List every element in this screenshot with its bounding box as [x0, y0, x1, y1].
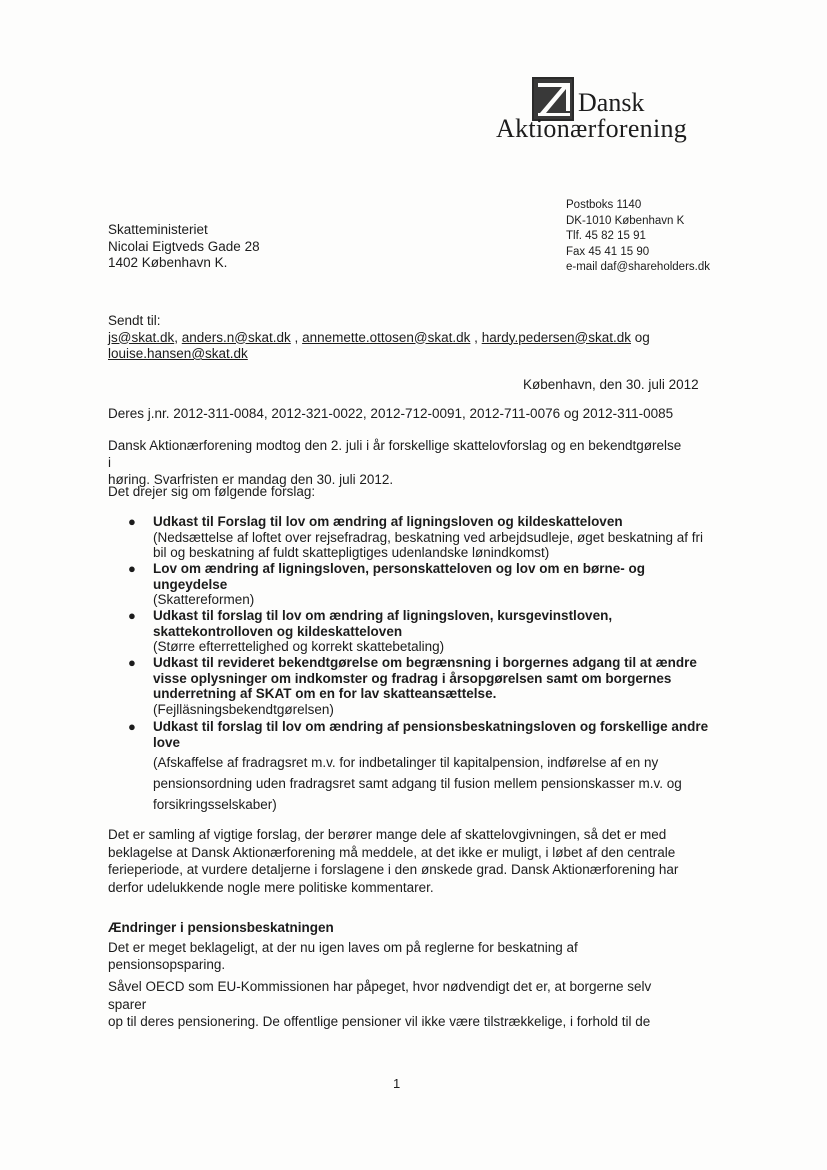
paragraph-line: Det er samling af vigtige forslag, der berører mange dele af skattelovgivningen, så det er med	[108, 827, 667, 842]
proposal-note: (Afskaffelse af fradragsret m.v. for indbetalinger til kapitalpension, indførelse af en ny	[153, 755, 659, 771]
email-link[interactable]: hardy.pedersen@skat.dk	[481, 329, 631, 345]
intro-line: høring. Svarfristen er mandag den 30. juli 2012.	[108, 472, 394, 487]
list-item	[153, 655, 713, 717]
intro-paragraph	[108, 437, 688, 488]
proposal-title: skattekontrolloven og kildeskatteloven	[153, 623, 403, 639]
proposal-title: visse oplysninger om indkomster og fradrag i årsopgørelsen samt om borgernes	[153, 670, 672, 686]
list-intro: Det drejer sig om følgende forslag:	[108, 484, 316, 499]
recipient-line: Skatteministeriet	[108, 222, 208, 237]
email-link[interactable]: js@skat.dk	[108, 329, 175, 345]
proposal-note: (Større efterrettelighed og korrekt skattebetaling)	[153, 639, 445, 655]
proposal-title: Udkast til Forslag til lov om ændring af ligningsloven og kildeskatteloven	[153, 514, 623, 529]
sender-address-line: DK-1010 København K	[566, 214, 685, 227]
logo-text-line2: Aktionærforening	[496, 114, 688, 143]
email-separator: ,	[474, 329, 478, 345]
proposal-title: Udkast til revideret bekendtgørelse om begrænsning i borgernes adgang til at ændre	[153, 655, 697, 670]
proposal-note: bil og beskatning af fuldt skattepligtiges udenlandske lønindkomst)	[153, 545, 550, 561]
bullet-icon: ●	[128, 608, 136, 623]
recipient-address	[108, 222, 260, 272]
proposal-title: Udkast til forslag til lov om ændring af ligningsloven, kursgevinstloven,	[153, 608, 613, 623]
body-paragraph: Det er meget beklageligt, at der nu igen laves om på reglerne for beskatning af pensionsopsparing.	[108, 940, 578, 972]
proposal-note: forsikringsselskaber)	[153, 797, 277, 813]
bullet-icon: ●	[128, 514, 136, 529]
intro-line: Dansk Aktionærforening modtog den 2. juli i år forskellige skattelovforslag og en bekendtgørelse i	[108, 438, 682, 470]
sender-email: e-mail daf@shareholders.dk	[566, 261, 710, 274]
list-item	[153, 719, 713, 815]
email-link[interactable]: annemette.ottosen@skat.dk	[302, 329, 471, 345]
paragraph-line: ferieperiode, at vurdere detaljerne i forslagene i den ønskede grad. Dansk Aktionærforening har	[108, 862, 679, 878]
list-item	[153, 514, 713, 561]
bullet-icon: ●	[128, 561, 136, 576]
sender-address-line: Tlf. 45 82 15 91	[566, 230, 646, 243]
recipient-line: 1402 København K.	[108, 255, 228, 270]
sent-to-emails-line1	[108, 330, 650, 347]
reference-line: Deres j.nr. 2012-311-0084, 2012-321-0022, 2012-712-0091, 2012-711-0076 og 2012-311-0085	[108, 406, 674, 421]
proposal-title: Lov om ændring af ligningsloven, personskatteloven og lov om en børne- og	[153, 561, 646, 576]
paragraph-line: op til deres pensionering. De offentlige pensioner vil ikke være tilstrækkelige, i forhold til de	[108, 1014, 651, 1029]
bullet-icon: ●	[128, 719, 136, 734]
proposal-title: ungeydelse	[153, 576, 228, 592]
proposal-title: love	[153, 734, 181, 750]
proposal-title: Udkast til forslag til lov om ændring af pensionsbeskatningsloven og forskellige andre	[153, 719, 709, 734]
sender-address-line: Fax 45 41 15 90	[566, 245, 650, 258]
proposal-note: (Fejlläsningsbekendtgørelsen)	[153, 701, 334, 717]
body-paragraph	[108, 978, 688, 1031]
bullet-icon: ●	[128, 655, 136, 670]
proposal-title: underretning af SKAT om en for lav skatteansættelse.	[153, 686, 497, 702]
logo-text-line1: Dansk	[578, 88, 645, 117]
proposal-note: (Nedsættelse af loftet over rejsefradrag, beskatning ved arbejdsudleje, øget beskatning af fri	[153, 529, 704, 545]
section-heading: Ændringer i pensionsbeskatningen	[108, 920, 334, 935]
sent-to-label: Sendt til:	[108, 313, 161, 328]
body-paragraph	[108, 826, 688, 896]
email-link[interactable]: louise.hansen@skat.dk	[108, 346, 248, 361]
email-separator: ,	[294, 329, 299, 345]
email-link[interactable]: anders.n@skat.dk	[181, 329, 291, 345]
recipient-line: Nicolai Eigtveds Gade 28	[108, 238, 260, 254]
list-item	[153, 608, 713, 655]
date-line: København, den 30. juli 2012	[523, 377, 699, 392]
sent-to-block	[108, 313, 650, 363]
list-item	[153, 561, 713, 608]
sender-address	[566, 198, 710, 276]
email-separator: ,	[174, 329, 178, 345]
paragraph-line: beklagelse at Dansk Aktionærforening må meddele, at det ikke er muligt, i løbet af den centrale	[108, 844, 676, 860]
proposal-note: (Skattereformen)	[153, 592, 255, 608]
proposal-note: pensionsordning uden fradragsret samt adgang til fusion mellem pensionskasser m.v. og	[153, 776, 682, 792]
email-conjunction: og	[634, 329, 650, 345]
sender-address-line: Postboks 1140	[566, 199, 642, 211]
paragraph-line: derfor udelukkende nogle mere politiske kommentarer.	[108, 879, 434, 895]
paragraph-line: Såvel OECD som EU-Kommissionen har påpeget, hvor nødvendigt det er, at borgerne selv sparer	[108, 979, 652, 1012]
page-number: 1	[393, 1076, 401, 1091]
